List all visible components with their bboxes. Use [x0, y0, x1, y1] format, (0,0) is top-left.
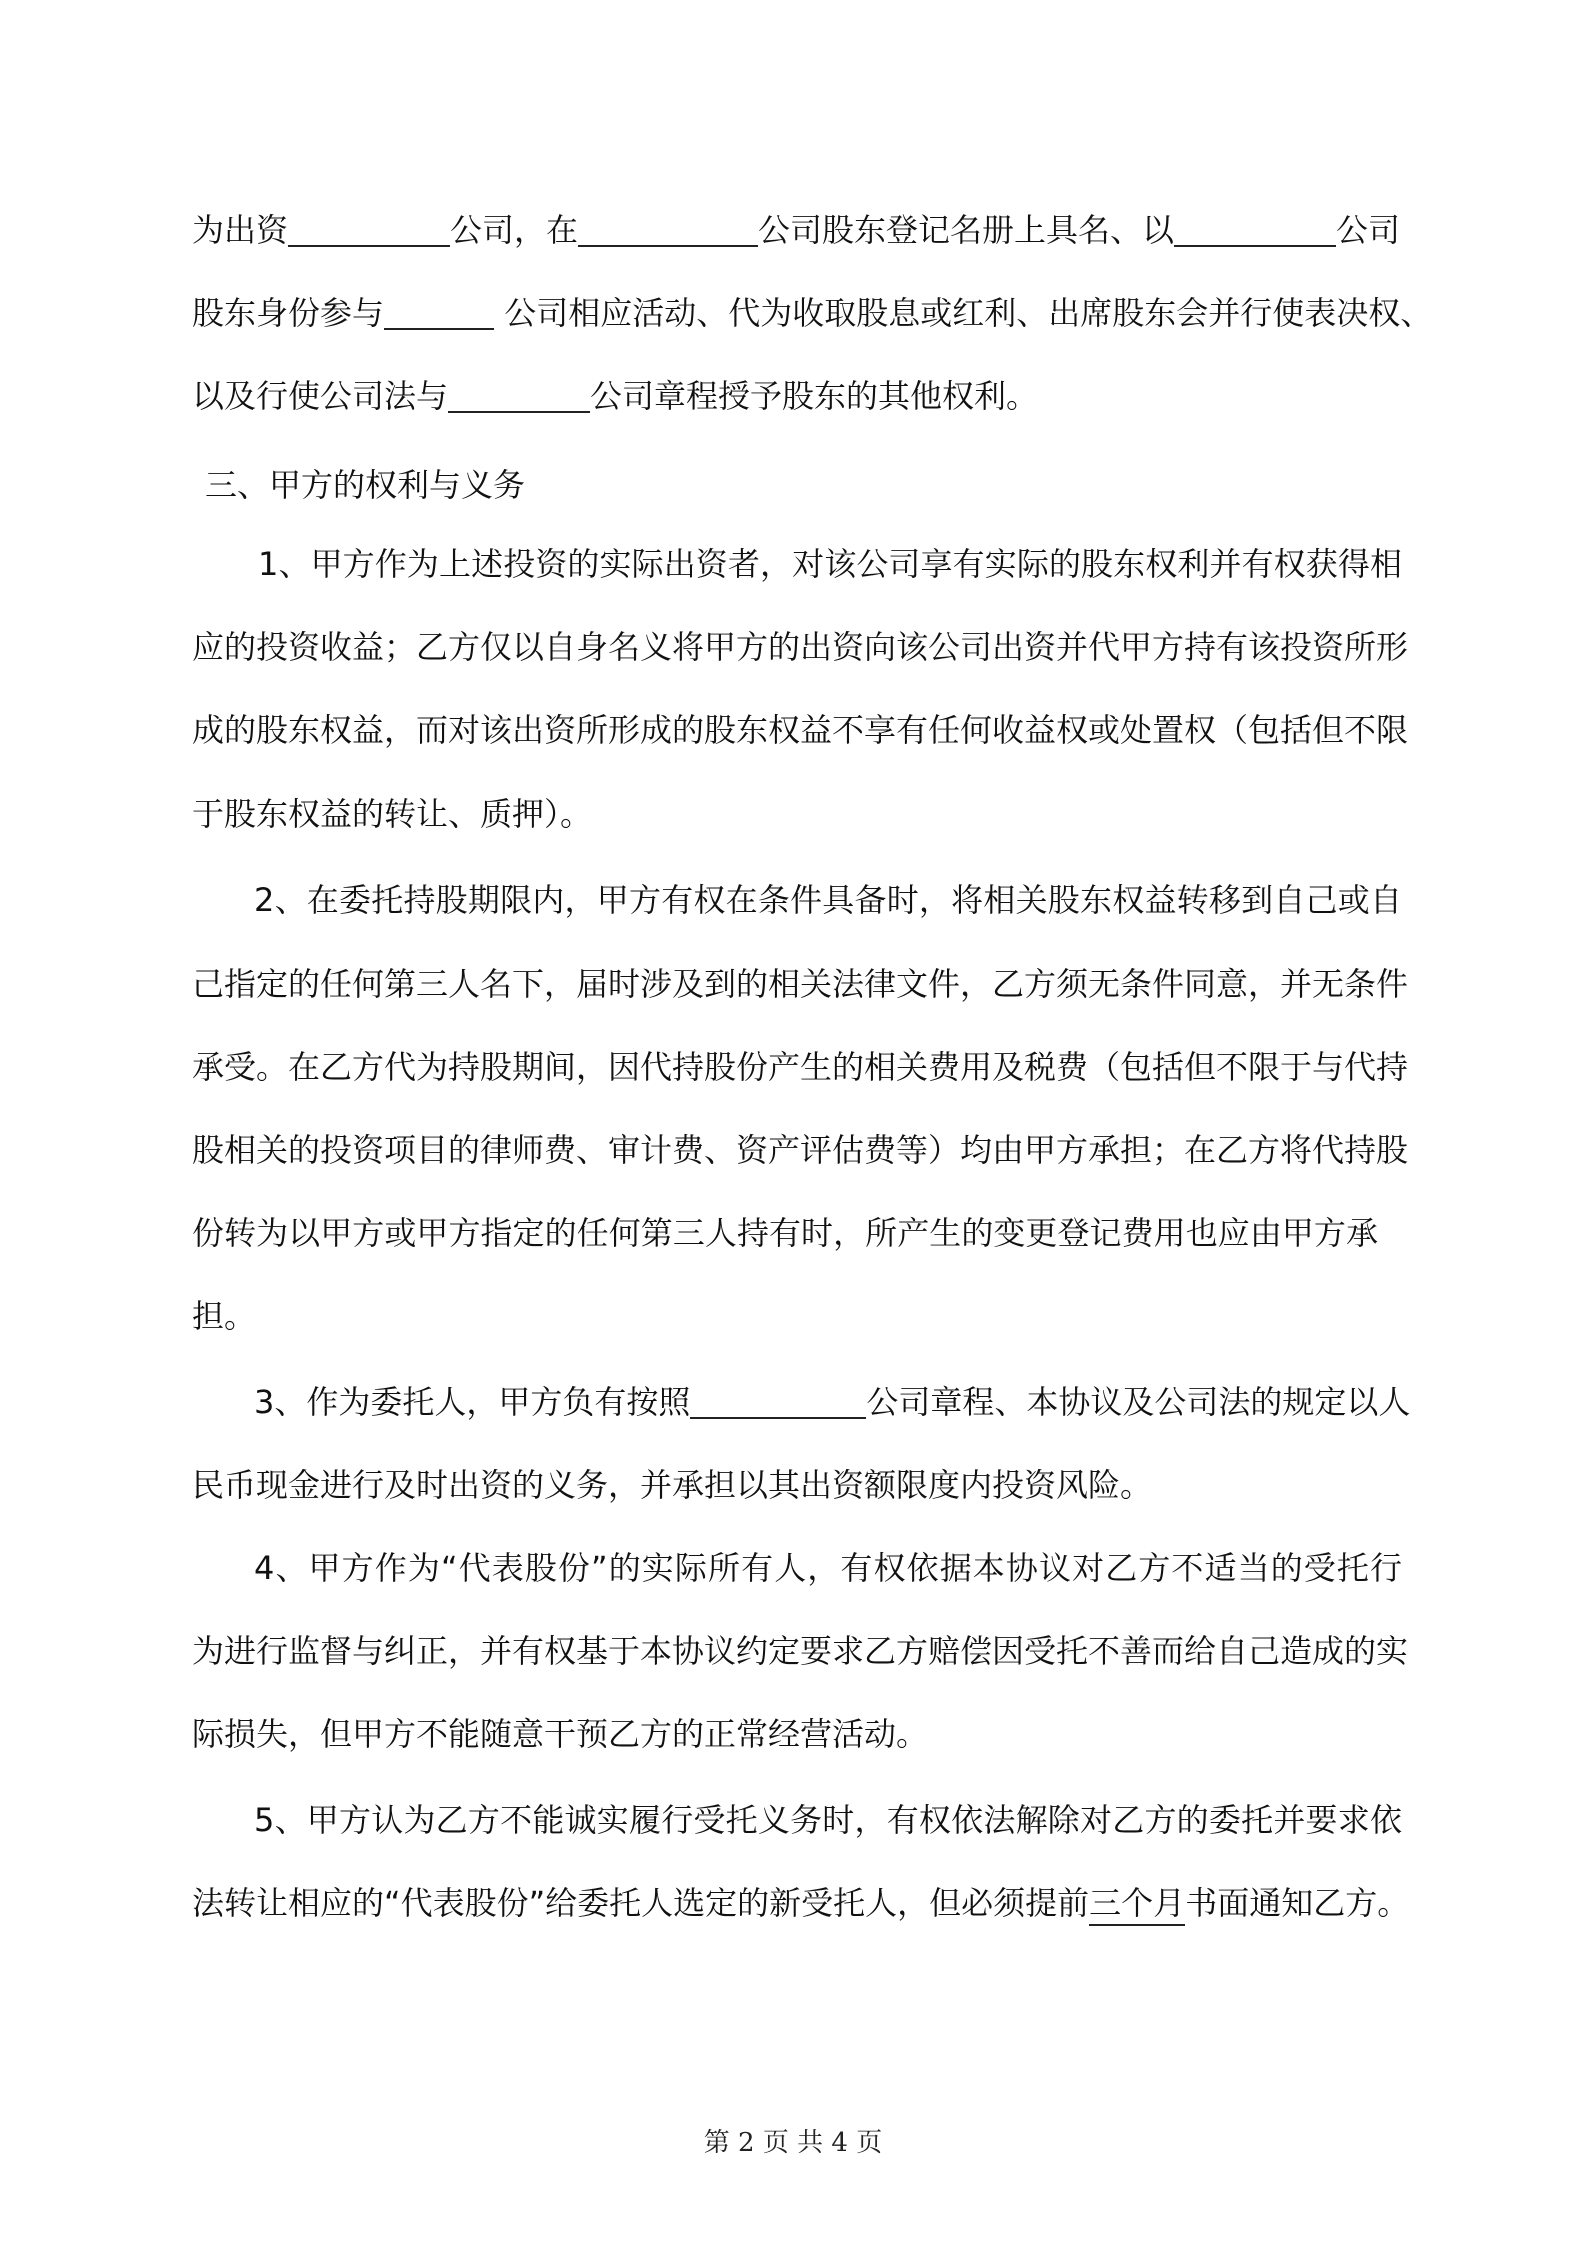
text-segment: 3、作为委托人，甲方负有按照 — [254, 1383, 691, 1421]
paragraph-line: 担。 — [192, 1297, 257, 1335]
text-segment: 公司章程、本协议及公司法的规定以人 — [866, 1383, 1411, 1421]
text-line — [192, 210, 1402, 250]
paragraph-line: 股相关的投资项目的律师费、审计费、资产评估费等）均由甲方承担；在乙方将代持股 — [192, 1131, 1409, 1169]
text-segment: 股东身份参与 — [192, 294, 385, 332]
paragraph-line: 4、甲方作为“代表股份”的实际所有人，有权依据本协议对乙方不适当的受托行 — [254, 1549, 1402, 1587]
paragraph-line: 2、在委托持股期限内，甲方有权在条件具备时，将相关股东权益转移到自己或自 — [254, 881, 1402, 919]
text-segment: 书面通知乙方。 — [1185, 1884, 1410, 1922]
text-line — [192, 293, 1433, 333]
fill-blank[interactable] — [288, 211, 450, 247]
fill-blank[interactable] — [578, 211, 758, 247]
fill-blank[interactable] — [690, 1383, 866, 1419]
paragraph-line: 民币现金进行及时出资的义务，并承担以其出资额限度内投资风险。 — [192, 1466, 1153, 1504]
section-heading: 三、甲方的权利与义务 — [205, 466, 526, 504]
text-line — [192, 376, 1402, 416]
paragraph-line: 际损失，但甲方不能随意干预乙方的正常经营活动。 — [192, 1715, 929, 1753]
paragraph-line: 于股东权益的转让、质押）。 — [192, 795, 593, 833]
text-segment: 为出资 — [192, 211, 289, 249]
text-segment: 公司章程授予股东的其他权利。 — [590, 377, 1039, 415]
paragraph-line: 承受。在乙方代为持股期间，因代持股份产生的相关费用及税费（包括但不限于与代持 — [192, 1048, 1409, 1086]
paragraph-line: 应的投资收益；乙方仅以自身名义将甲方的出资向该公司出资并代甲方持有该投资所形 — [192, 628, 1409, 666]
paragraph-line: 5、甲方认为乙方不能诚实履行受托义务时，有权依法解除对乙方的委托并要求依 — [254, 1801, 1402, 1839]
fill-blank[interactable] — [448, 377, 590, 413]
underlined-term: 三个月 — [1089, 1884, 1185, 1926]
paragraph-line: 成的股东权益，而对该出资所形成的股东权益不享有任何收益权或处置权（包括但不限 — [192, 711, 1409, 749]
text-segment: 以及行使公司法与 — [192, 377, 449, 415]
paragraph-line — [254, 1382, 1411, 1422]
text-segment: 法转让相应的“代表股份”给委托人选定的新受托人，但必须提前 — [192, 1884, 1090, 1922]
text-segment: 公司股东登记名册上具名、以 — [758, 211, 1175, 249]
text-segment: 公司 — [1336, 211, 1401, 249]
paragraph-line — [192, 1883, 1410, 1923]
page-number-footer: 第 2 页 共 4 页 — [703, 2128, 883, 2158]
fill-blank[interactable] — [384, 294, 494, 330]
fill-blank[interactable] — [1174, 211, 1336, 247]
text-segment: 公司，在 — [450, 211, 579, 249]
paragraph-line: 1、甲方作为上述投资的实际出资者，对该公司享有实际的股东权利并有权获得相 — [258, 545, 1402, 583]
paragraph-line: 己指定的任何第三人名下，届时涉及到的相关法律文件，乙方须无条件同意，并无条件 — [192, 965, 1409, 1003]
paragraph-line: 为进行监督与纠正，并有权基于本协议约定要求乙方赔偿因受托不善而给自己造成的实 — [192, 1632, 1409, 1670]
paragraph-line: 份转为以甲方或甲方指定的任何第三人持有时，所产生的变更登记费用也应由甲方承 — [192, 1214, 1378, 1252]
text-segment: 公司相应活动、代为收取股息或红利、出席股东会并行使表决权、 — [504, 294, 1433, 332]
